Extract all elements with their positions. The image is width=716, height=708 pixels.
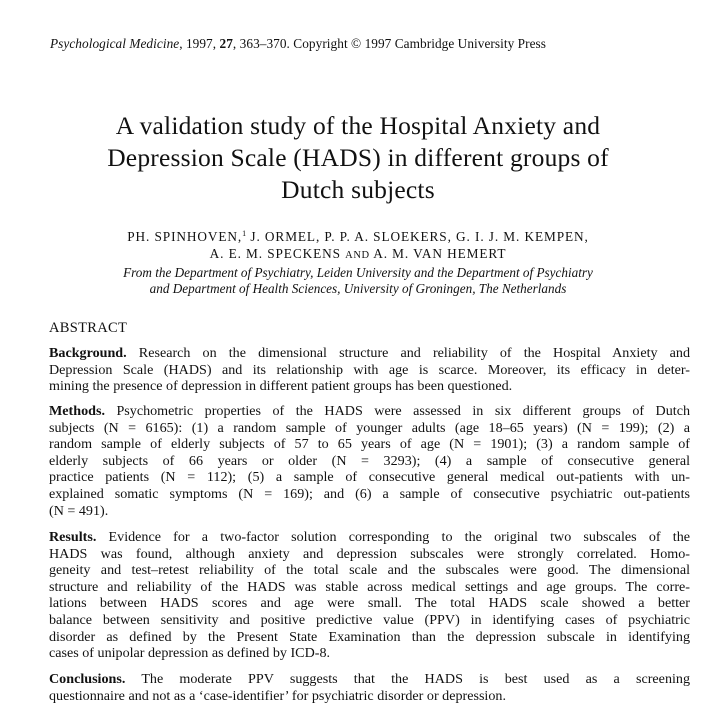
journal-volume: 27 xyxy=(219,36,233,51)
title-line: Dutch subjects xyxy=(281,175,435,204)
author-line xyxy=(40,225,676,245)
line-text: Evidence for a two-factor solution corresponding to the original two subscales of the xyxy=(96,529,690,545)
paragraph-line: balance between sensitivity and positive predictive value (PPV) in identifying cases of psychiatric xyxy=(49,611,690,628)
paragraph-line: HADS was found, although anxiety and depression subscales were strongly correlated. Homo- xyxy=(49,545,690,562)
author-conjunction: AND xyxy=(345,250,370,261)
journal-year: , 1997, xyxy=(179,36,220,51)
abstract-results xyxy=(49,529,690,662)
author-text: A. E. M. SPECKENS xyxy=(209,246,346,261)
paragraph-line: structure and reliability of the HADS was stable across medical settings and age groups. The corre- xyxy=(49,578,690,595)
title-line: A validation study of the Hospital Anxiety and xyxy=(115,111,601,140)
paragraph-line: explained somatic symptoms (N = 169); and (6) a sample of consecutive psychiatric out-patients xyxy=(49,485,690,502)
paragraph-line: subjects (N = 6165): (1) a random sample of younger adults (age 18–65 years) (N = 199); (2) a xyxy=(49,419,690,436)
affiliation-line: From the Department of Psychiatry, Leiden University and the Department of Psychiatry xyxy=(123,265,593,280)
paragraph-line: cases of unipolar depression as defined by ICD-8. xyxy=(49,645,331,662)
author-line xyxy=(40,245,676,264)
journal-pages-copyright: , 363–370. Copyright © 1997 Cambridge University Press xyxy=(232,36,546,51)
paragraph-line: disorder as defined by the Present State Examination than the depression subscale in identifying xyxy=(49,628,690,645)
author-text: PH. SPINHOVEN, xyxy=(127,229,243,244)
paragraph-line: Depression Scale (HADS) and its relationship with age is scarce. Moreover, its efficacy in deter- xyxy=(49,361,690,378)
author-list xyxy=(40,225,676,264)
title-line: Depression Scale (HADS) in different groups of xyxy=(107,143,609,172)
paragraph-line xyxy=(49,671,690,688)
paragraph-line: geneity and test–retest reliability of the total scale and the subscales were good. The dimensional xyxy=(49,562,690,579)
paragraph-line xyxy=(49,529,690,546)
paragraph-line: elderly subjects of 66 years or older (N = 3293); (4) a sample of consecutive general xyxy=(49,452,690,469)
author-text: J. ORMEL, P. P. A. SLOEKERS, G. I. J. M. KEMPEN, xyxy=(246,229,589,244)
paragraph-line: random sample of elderly subjects of 57 to 65 years of age (N = 1901); (3) a random sample of xyxy=(49,436,690,453)
abstract-background xyxy=(49,345,690,395)
paragraph-line: practice patients (N = 112); (5) a sample of consecutive general medical out-patients with un- xyxy=(49,469,690,486)
line-text: The moderate PPV suggests that the HADS is best used as a screening xyxy=(125,671,690,687)
line-text: Research on the dimensional structure and reliability of the Hospital Anxiety and xyxy=(126,345,690,361)
section-label: Background. xyxy=(49,345,127,361)
paragraph-line: questionnaire and not as a ‘case-identifier’ for psychiatric disorder or depression. xyxy=(49,687,506,704)
paragraph-line xyxy=(49,345,690,362)
line-text: Psychometric properties of the HADS were assessed in six different groups of Dutch xyxy=(104,403,690,419)
affiliation-footnote-marker: 1 xyxy=(242,229,247,238)
paper-title xyxy=(40,110,676,206)
paragraph-line: (N = 491). xyxy=(49,502,109,519)
abstract-conclusions xyxy=(49,671,690,704)
paragraph-line: lations between HADS scores and age were small. The total HADS scale showed a better xyxy=(49,595,690,612)
paragraph-line xyxy=(49,403,690,420)
author-text: A. M. VAN HEMERT xyxy=(369,246,507,261)
affiliation-line: and Department of Health Sciences, University of Groningen, The Netherlands xyxy=(149,281,567,296)
journal-name: Psychological Medicine xyxy=(50,36,180,51)
abstract-heading: ABSTRACT xyxy=(49,320,128,336)
paragraph-line: mining the presence of depression in different patient groups has been questioned. xyxy=(49,378,513,395)
affiliation xyxy=(40,265,676,297)
section-label: Results. xyxy=(49,529,97,545)
section-label: Methods. xyxy=(49,403,105,419)
abstract-methods xyxy=(49,403,690,519)
journal-citation xyxy=(50,36,546,52)
section-label: Conclusions. xyxy=(49,671,126,687)
